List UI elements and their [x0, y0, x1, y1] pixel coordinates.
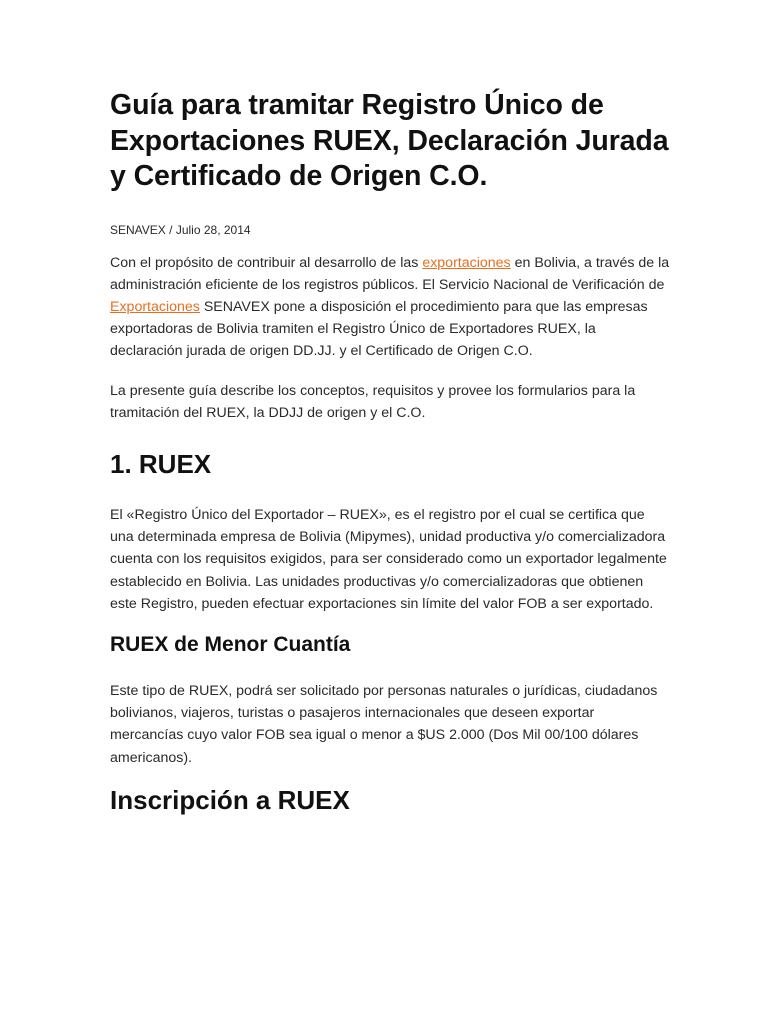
subsection-heading-menor-cuantia: RUEX de Menor Cuantía — [110, 632, 351, 656]
section-heading-inscripcion: Inscripción a RUEX — [110, 784, 350, 815]
ruex-paragraph: El «Registro Único del Exportador – RUEX», es el registro por el cual se certifica que una determinada empresa de Bolivia (Mipymes), unidad productiva y/o comercializadora cuenta con los requisitos exigidos, para ser considerado como un exportador legalmente establecido en Bolivia. Las unidades productivas y/o comercializadoras que obtienen este Registro, pueden efectuar exportaciones sin límite del valor FOB a ser exportado. — [110, 506, 667, 612]
exportaciones-link-2[interactable]: Exportaciones — [110, 298, 200, 315]
section-heading-ruex: 1. RUEX — [110, 448, 212, 479]
page-title: Guía para tramitar Registro Único de Exportaciones RUEX, Declaración Jurada y Certificado de Origen C.O. — [110, 89, 669, 192]
author-name: SENAVEX — [110, 222, 166, 237]
intro-text-2: en Bolivia, a través de la administración eficiente de los registros públicos. El Servicio Nacional de Verificación de — [110, 254, 670, 293]
publish-date: Julio 28, 2014 — [175, 222, 251, 237]
meta-separator: / — [165, 222, 176, 237]
article — [110, 88, 670, 816]
exportaciones-link[interactable]: exportaciones — [422, 254, 511, 271]
guide-paragraph: La presente guía describe los conceptos, requisitos y provee los formularios para la tramitación del RUEX, la DDJJ de origen y el C.O. — [110, 382, 636, 421]
intro-text-3: SENAVEX pone a disposición el procedimiento para que las empresas exportadoras de Bolivia tramiten el Registro Único de Exportadores RUEX, la declaración jurada de origen DD.JJ. y el Certificado de Origen C.O. — [110, 298, 648, 360]
intro-text-1: Con el propósito de contribuir al desarrollo de las — [110, 254, 423, 271]
article-meta — [110, 222, 670, 238]
intro-paragraph — [110, 252, 670, 363]
menor-cuantia-paragraph: Este tipo de RUEX, podrá ser solicitado por personas naturales o jurídicas, ciudadanos bolivianos, viajeros, turistas o pasajeros internacionales que deseen exportar mercancías cuyo valor FOB sea igual o menor a $US 2.000 (Dos Mil 00/100 dólares americanos). — [110, 682, 658, 766]
